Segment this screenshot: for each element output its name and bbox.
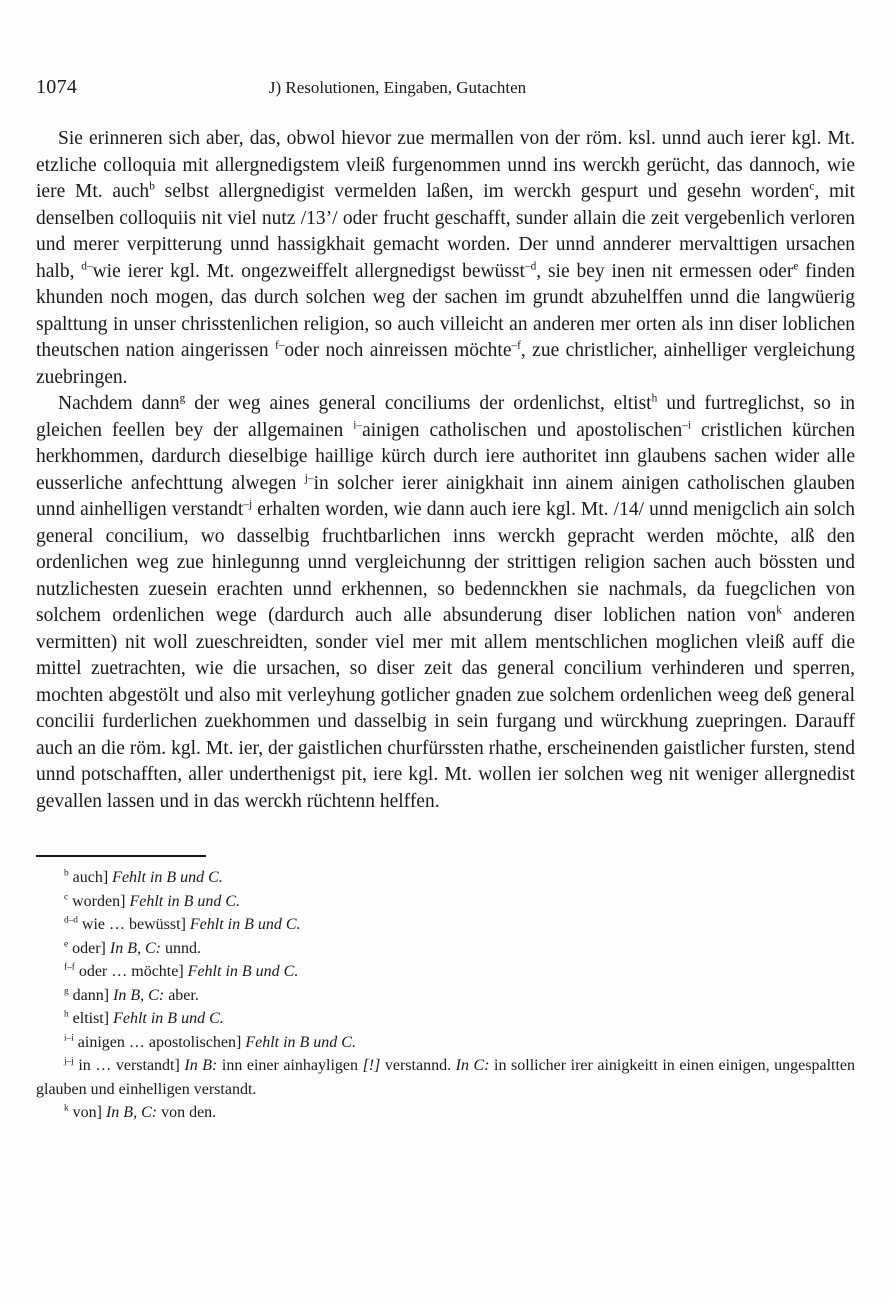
text-run: in sollicher irer ainigkeitt in einen einigen, ungespaltten glauben und einhelligen verstandt. bbox=[36, 1057, 856, 1098]
footnotes-section bbox=[36, 855, 855, 1125]
apparatus-marker: k bbox=[64, 1103, 69, 1114]
text-run: ainigen catholischen und apostolischen bbox=[362, 419, 683, 441]
text-run: Fehlt in B und C. bbox=[113, 1010, 224, 1027]
apparatus-marker: d– bbox=[81, 260, 93, 272]
text-run: Fehlt in B und C. bbox=[187, 963, 299, 980]
apparatus-marker: –i bbox=[682, 419, 692, 431]
text-run: der weg aines general conciliums der ordenlichst, eltist bbox=[185, 393, 652, 414]
text-run: In B: bbox=[184, 1057, 218, 1074]
footnote-d bbox=[36, 913, 855, 937]
text-run: finden khunden noch mogen, das durch solchen weg der sachen im grundt abzuhelffen unnd die langwüerig spalttung in unser chrisstenlichen religion, so auch villeicht an anderen mer orten als inn diser loblichen theutschen nation aingerissen bbox=[36, 260, 855, 361]
text-run: , sie bey inen nit ermessen oder bbox=[536, 260, 794, 282]
apparatus-marker: j–j bbox=[64, 1056, 74, 1067]
apparatus-marker: –d bbox=[524, 260, 537, 272]
apparatus-marker: e bbox=[64, 939, 69, 950]
body-paragraph-1 bbox=[36, 126, 855, 391]
apparatus-marker: c bbox=[64, 892, 69, 903]
body-text bbox=[36, 126, 855, 815]
text-run: aber. bbox=[164, 986, 199, 1004]
text-run: Sie erinneren sich aber, das, obwol hievor zue mermallen von der röm. ksl. unnd auch ierer kgl. Mt. etzliche colloquia mit allergnedigstem vleiß furgenommen unnd ins werckh gerücht, das dannoch, wie iere Mt. auch bbox=[36, 128, 855, 202]
text-run: dann] bbox=[68, 986, 114, 1004]
text-run: [!] bbox=[362, 1057, 381, 1074]
text-run: oder noch ainreissen möchte bbox=[284, 340, 512, 361]
text-run: worden] bbox=[68, 892, 130, 910]
footnote-b bbox=[36, 866, 855, 890]
text-run: oder … möchte] bbox=[74, 963, 188, 980]
page-number: 1074 bbox=[36, 76, 78, 98]
footnote-j bbox=[36, 1054, 855, 1101]
text-run: von den. bbox=[157, 1104, 217, 1121]
text-run: und furtreglichst, so in gleichen feellen bey der allgemainen bbox=[36, 393, 855, 441]
running-header: J) Resolutionen, Eingaben, Gutachten bbox=[268, 78, 527, 97]
text-run: von] bbox=[68, 1104, 106, 1121]
text-run: wie … bewüsst] bbox=[77, 916, 190, 933]
text-run: In B, C: bbox=[109, 939, 161, 957]
footnote-i bbox=[36, 1031, 855, 1055]
apparatus-marker: –j bbox=[243, 498, 253, 511]
text-run: In B, C: bbox=[105, 1104, 158, 1121]
apparatus-marker: i– bbox=[353, 419, 363, 431]
text-run: Nachdem dann bbox=[58, 393, 180, 414]
footnote-k bbox=[36, 1101, 855, 1125]
text-run: Fehlt in B und C. bbox=[112, 869, 223, 886]
apparatus-marker: i–i bbox=[64, 1033, 74, 1044]
text-run: auch] bbox=[68, 869, 113, 886]
text-run: inn einer ainhayligen bbox=[217, 1057, 363, 1074]
text-run: Fehlt in B und C. bbox=[189, 916, 301, 933]
text-run: eltist] bbox=[68, 1010, 114, 1027]
text-run: in solcher ierer ainigkhait inn ainem ainigen catholischen glauben unnd ainhelligen verstandt bbox=[36, 472, 855, 520]
text-run: oder] bbox=[68, 939, 110, 957]
text-run: in … verstandt] bbox=[73, 1057, 185, 1074]
apparatus-marker: g bbox=[64, 986, 69, 997]
apparatus-marker: h bbox=[651, 392, 658, 405]
text-run: anderen vermitten) nit woll zueschreidten, sonder viel mer mit allem mentschlichen moglichen vleiß auff die mittel zuetrachten, wie die ursachen, so diser zeit das general concilium verhinderen und sperren, mochten abgestölt und also mit verleyhung gotlicher gnaden zue solchem ordenlichen weeg deß general concilii furderlichen zuekhommen und dasselbig in sein furgang und würckhung zuepringen. Darauff auch an die röm. kgl. Mt. ier, der gaistlichen churfürssten rhathe, erscheinenden gaistlicher fursten, stend unnd potschafften, aller underthenigst pit, iere kgl. Mt. wollen ier solchen weg nit weniger allergnedist gevallen lassen und in das werckh rüchtenn helffen. bbox=[36, 605, 855, 812]
apparatus-marker: f– bbox=[275, 339, 285, 352]
text-run: wie ierer kgl. Mt. ongezweiffelt allergnedigst bewüsst bbox=[92, 260, 525, 282]
text-run: , zue christlicher, ainhelliger vergleichung zuebringen. bbox=[36, 340, 855, 388]
footnote-f bbox=[36, 960, 855, 984]
body-paragraph-2 bbox=[36, 391, 855, 815]
apparatus-marker: b bbox=[149, 180, 155, 193]
page-header bbox=[36, 76, 855, 102]
text-run: Fehlt in B und C. bbox=[245, 1033, 356, 1051]
footnote-g bbox=[36, 984, 855, 1008]
apparatus-marker: e bbox=[793, 260, 799, 272]
text-run: selbst allergnedigist vermelden laßen, im werckh gespurt und gesehn worden bbox=[154, 181, 810, 202]
text-run: verstannd. bbox=[380, 1057, 456, 1074]
text-run: ainigen … apostolischen] bbox=[73, 1033, 246, 1051]
apparatus-marker: h bbox=[64, 1009, 69, 1020]
text-run: In C: bbox=[455, 1057, 490, 1074]
text-run: unnd. bbox=[161, 939, 201, 957]
text-run: In B, C: bbox=[113, 986, 165, 1004]
text-run: , mit denselben colloquiis nit viel nutz /13’/ oder frucht geschafft, sunder allain die zeit vergebenlich verloren und merer verpitterung unnd hassigkhait gemacht worden. Der unnd annderer mervalttigen ursachen halb, bbox=[36, 181, 855, 282]
footnote-separator-rule bbox=[36, 855, 206, 857]
apparatus-marker: d–d bbox=[64, 915, 78, 926]
footnote-c bbox=[36, 890, 855, 914]
apparatus-marker: j– bbox=[304, 472, 314, 484]
apparatus-marker: g bbox=[179, 392, 186, 405]
apparatus-marker: k bbox=[776, 604, 782, 617]
text-run: cristlichen kürchen herkhommen, dardurch dieselbige haillige kürch durch iere authoritet inn glaubens sachen wider alle eusserliche anfechttung alwegen bbox=[36, 419, 855, 494]
apparatus-marker: –f bbox=[511, 339, 521, 352]
apparatus-marker: b bbox=[64, 868, 69, 879]
text-run: erhalten worden, wie dann auch iere kgl. Mt. /14/ unnd menigclich ain solch general concilium, wo dasselbig fruchtbarlichen inns werckh gepracht werden möchte, alß den ordenlichen weg zue hinlegunng unnd vergleichunng der strittigen religion sachen auch bössten und nutzlichesten zuesein erachten unnd erkhennen, so bedennckhen sie nachmals, da fuegclichen von solchem ordenlichen wege (dardurch auch alle absunderung diser loblichen nation von bbox=[36, 499, 855, 626]
footnote-e bbox=[36, 937, 855, 961]
apparatus-marker: c bbox=[809, 180, 815, 193]
text-run: Fehlt in B und C. bbox=[129, 892, 241, 910]
apparatus-marker: f–f bbox=[64, 962, 75, 973]
footnote-h bbox=[36, 1007, 855, 1031]
